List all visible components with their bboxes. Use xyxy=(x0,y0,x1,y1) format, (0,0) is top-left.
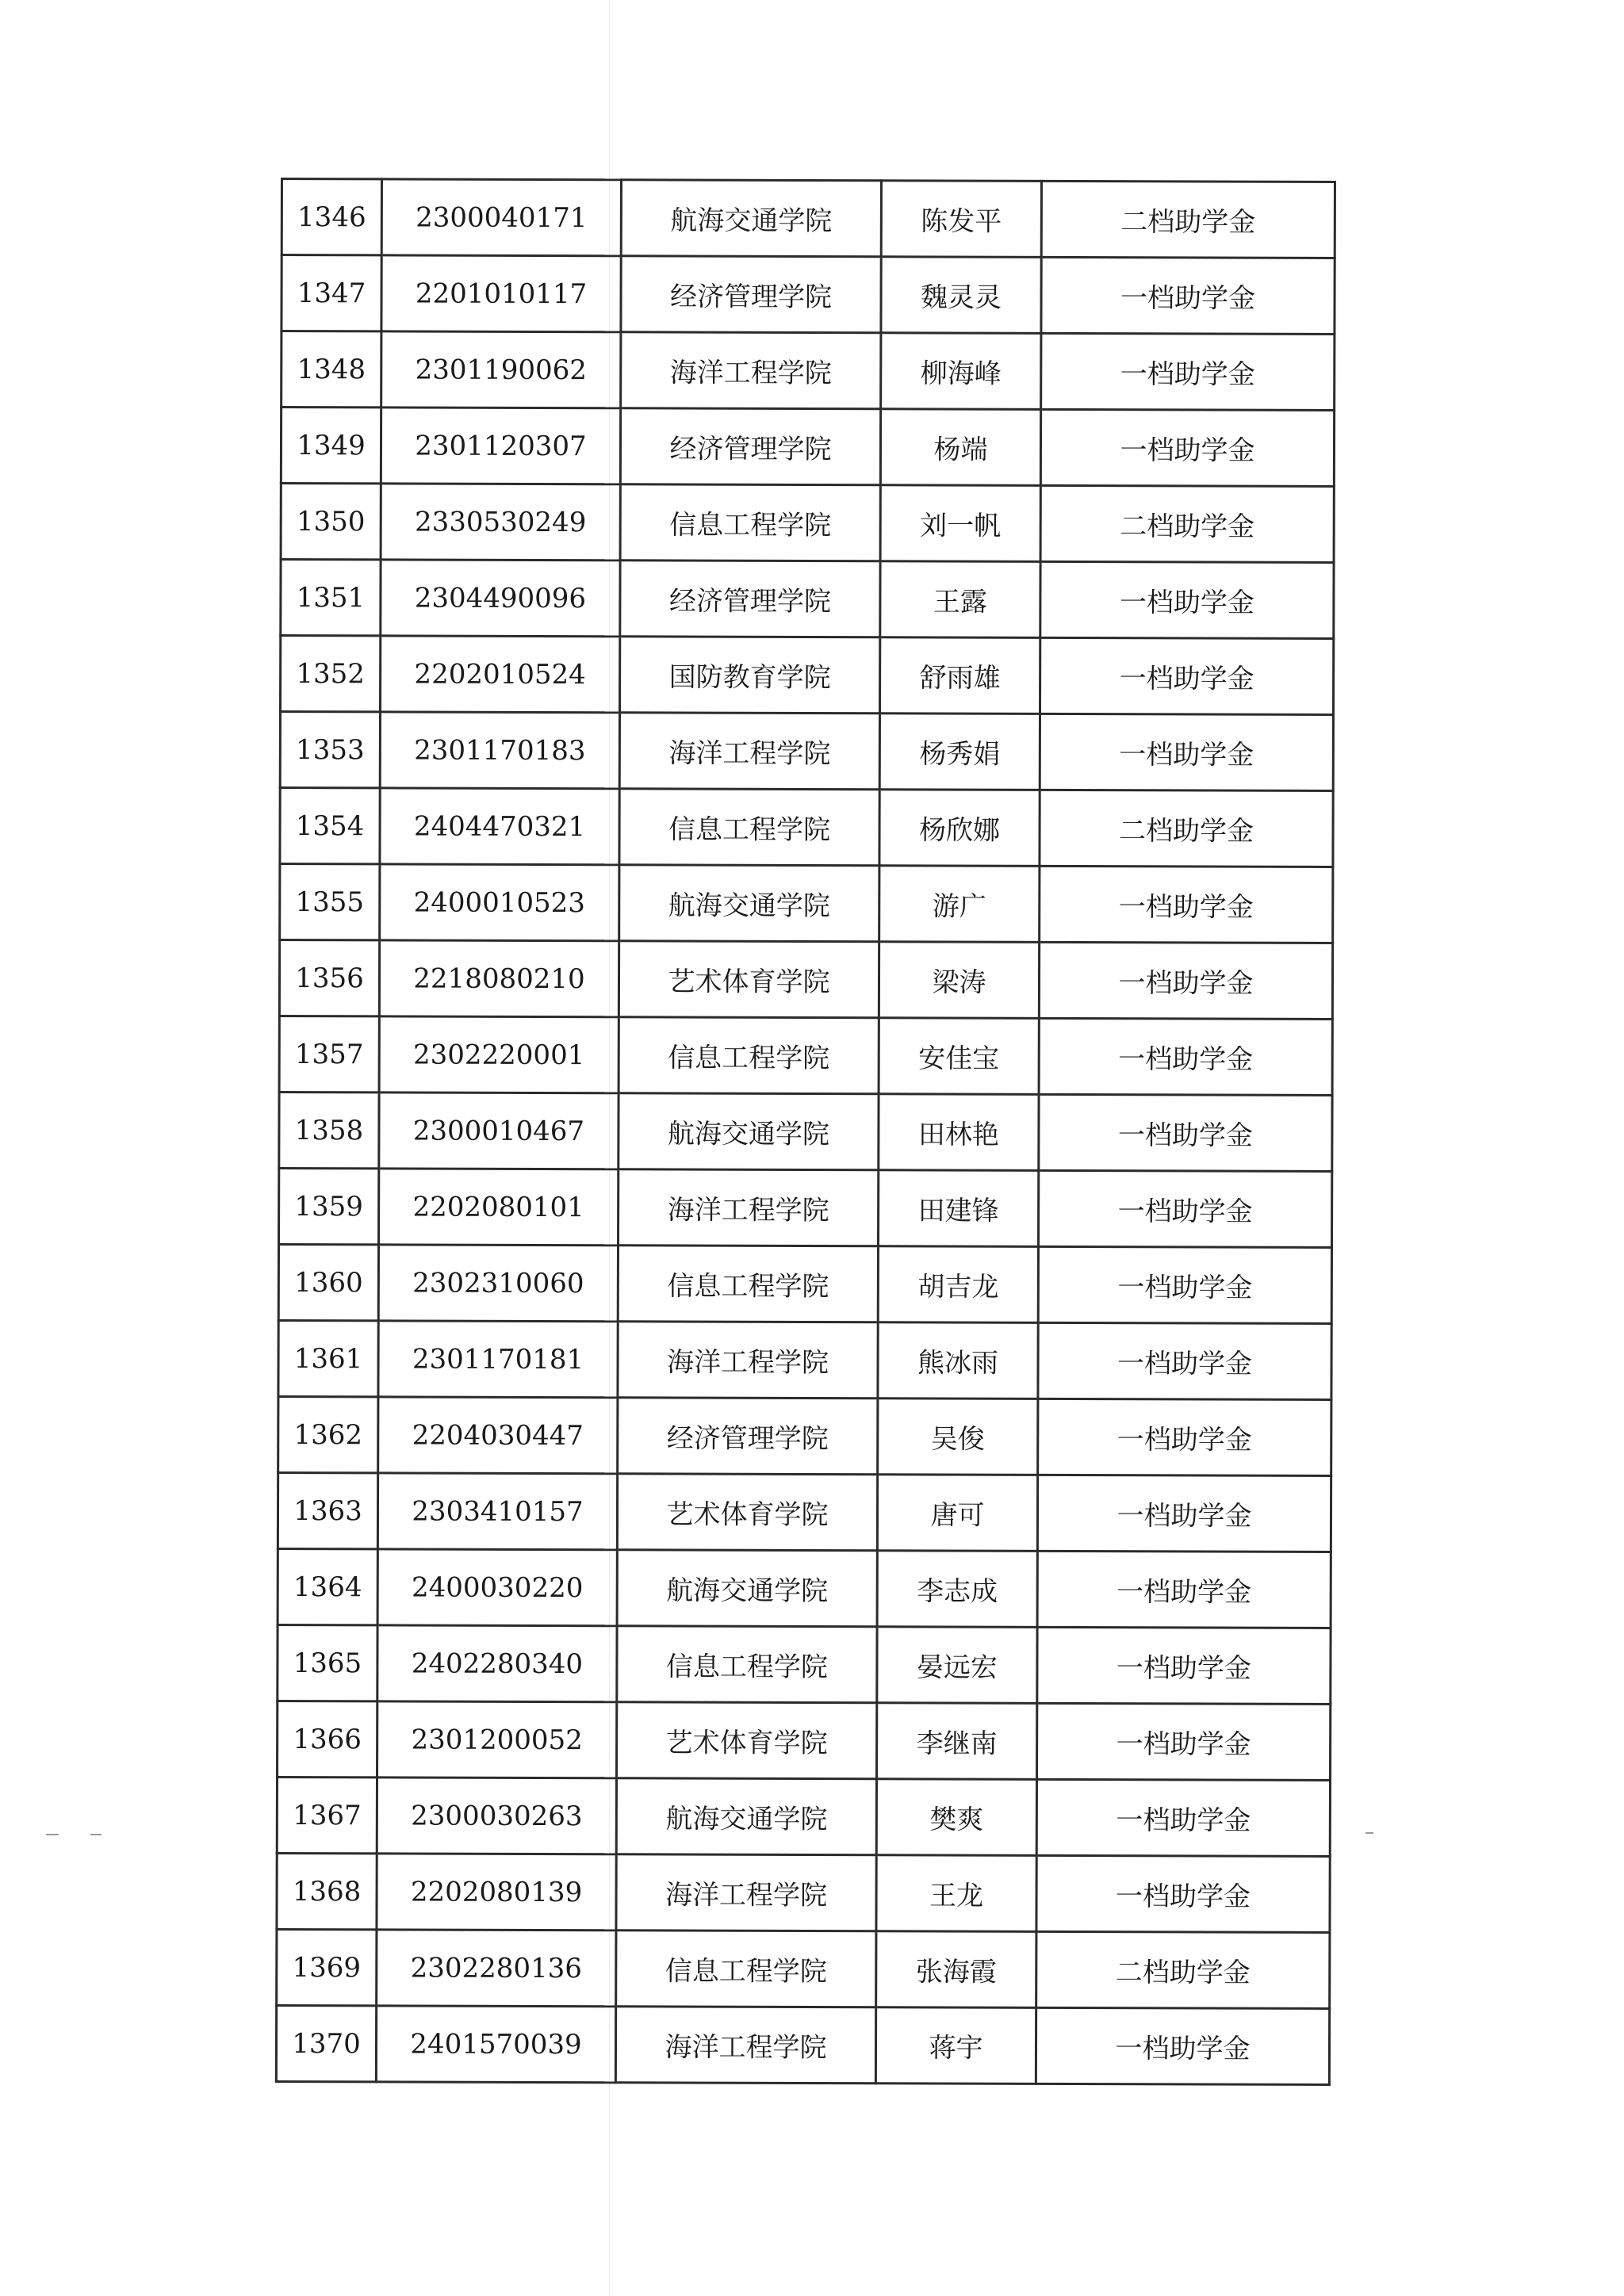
grant-level-cell: 一档助学金 xyxy=(1038,1322,1331,1399)
grant-level-cell: 一档助学金 xyxy=(1041,257,1335,334)
student-name-cell: 柳海峰 xyxy=(881,333,1041,410)
college-cell: 信息工程学院 xyxy=(619,1017,879,1094)
college-cell: 航海交通学院 xyxy=(619,865,879,942)
student-name-cell: 王露 xyxy=(880,561,1040,638)
table-row xyxy=(278,1320,1331,1399)
sequence-number-cell: 1350 xyxy=(281,484,381,560)
sequence-number-cell: 1370 xyxy=(276,2005,376,2081)
table-row xyxy=(279,1092,1332,1171)
college-cell: 艺术体育学院 xyxy=(619,941,879,1018)
table-row xyxy=(281,484,1334,563)
student-name-cell: 安佳宝 xyxy=(879,1018,1039,1095)
sequence-number-cell: 1362 xyxy=(278,1396,378,1472)
sequence-number-cell: 1353 xyxy=(280,712,380,788)
grant-level-cell: 一档助学金 xyxy=(1038,1399,1331,1475)
student-id-cell: 2301170181 xyxy=(378,1321,618,1398)
grant-level-cell: 二档助学金 xyxy=(1041,181,1335,258)
student-id-cell: 2401570039 xyxy=(376,2006,615,2083)
student-id-cell: 2302220001 xyxy=(379,1016,619,1093)
college-cell: 航海交通学院 xyxy=(621,180,881,257)
sequence-number-cell: 1368 xyxy=(277,1853,377,1929)
student-name-cell: 王龙 xyxy=(876,1855,1036,1932)
grant-level-cell: 一档助学金 xyxy=(1041,333,1335,410)
sequence-number-cell: 1357 xyxy=(279,1016,379,1092)
college-cell: 航海交通学院 xyxy=(617,1550,877,1627)
college-cell: 艺术体育学院 xyxy=(617,1474,877,1551)
grant-level-cell: 一档助学金 xyxy=(1039,1018,1332,1095)
grant-level-cell: 一档助学金 xyxy=(1039,942,1332,1019)
college-cell: 航海交通学院 xyxy=(616,1778,876,1855)
sequence-number-cell: 1367 xyxy=(277,1777,377,1853)
grant-level-cell: 一档助学金 xyxy=(1040,714,1333,790)
student-name-cell: 魏灵灵 xyxy=(881,257,1041,334)
table-row xyxy=(280,712,1333,791)
student-id-cell: 2301190062 xyxy=(381,331,621,408)
table-row xyxy=(277,1929,1330,2008)
college-cell: 信息工程学院 xyxy=(620,484,880,561)
table-row xyxy=(282,331,1335,411)
sequence-number-cell: 1348 xyxy=(282,331,381,408)
student-id-cell: 2202080139 xyxy=(377,1854,616,1931)
sequence-number-cell: 1351 xyxy=(281,560,381,636)
table-row xyxy=(281,560,1334,639)
student-name-cell: 吴俊 xyxy=(878,1399,1038,1475)
college-cell: 信息工程学院 xyxy=(617,1626,877,1703)
student-id-cell: 2302310060 xyxy=(378,1245,618,1322)
student-name-cell: 杨端 xyxy=(880,409,1040,486)
student-id-cell: 2300040171 xyxy=(381,179,621,256)
table-row xyxy=(282,179,1335,258)
grant-level-cell: 一档助学金 xyxy=(1039,1094,1332,1171)
student-id-cell: 2304490096 xyxy=(381,560,620,637)
student-id-cell: 2218080210 xyxy=(379,940,619,1017)
table-row xyxy=(278,1701,1331,1780)
grant-level-cell: 一档助学金 xyxy=(1037,1475,1331,1552)
student-id-cell: 2202010524 xyxy=(381,636,620,713)
student-id-cell: 2301170183 xyxy=(380,712,619,789)
grant-level-cell: 一档助学金 xyxy=(1040,637,1333,714)
table-row xyxy=(281,408,1334,487)
student-name-cell: 杨秀娟 xyxy=(879,714,1040,790)
sequence-number-cell: 1369 xyxy=(277,1929,377,2005)
sequence-number-cell: 1349 xyxy=(281,408,381,484)
student-id-cell: 2330530249 xyxy=(381,484,620,561)
table-row xyxy=(282,255,1335,335)
scan-mark-left xyxy=(90,1834,102,1835)
student-name-cell: 李志成 xyxy=(877,1551,1037,1628)
student-id-cell: 2404470321 xyxy=(380,788,619,865)
table-row xyxy=(277,1777,1330,1856)
college-cell: 经济管理学院 xyxy=(620,561,880,637)
table-row xyxy=(280,864,1333,943)
student-name-cell: 舒雨雄 xyxy=(879,637,1040,714)
student-name-cell: 熊冰雨 xyxy=(878,1322,1038,1399)
student-id-cell: 2300030263 xyxy=(377,1777,616,1854)
sequence-number-cell: 1360 xyxy=(278,1244,378,1320)
table-row xyxy=(278,1396,1331,1475)
college-cell: 经济管理学院 xyxy=(621,256,881,333)
sequence-number-cell: 1352 xyxy=(281,636,381,712)
student-name-cell: 唐可 xyxy=(877,1475,1037,1552)
college-cell: 信息工程学院 xyxy=(616,1931,876,2007)
grant-level-cell: 二档助学金 xyxy=(1036,1931,1330,2008)
college-cell: 经济管理学院 xyxy=(618,1398,878,1475)
sequence-number-cell: 1366 xyxy=(278,1701,377,1777)
sequence-number-cell: 1364 xyxy=(278,1548,377,1624)
grant-level-cell: 一档助学金 xyxy=(1040,409,1334,486)
sequence-number-cell: 1365 xyxy=(278,1624,377,1701)
college-cell: 艺术体育学院 xyxy=(617,1702,877,1779)
table-row xyxy=(279,1168,1332,1247)
student-name-cell: 田建锋 xyxy=(879,1170,1039,1247)
college-cell: 国防教育学院 xyxy=(619,637,879,714)
grant-level-cell: 一档助学金 xyxy=(1036,2007,1329,2084)
student-name-cell: 蒋宇 xyxy=(875,2007,1036,2084)
sequence-number-cell: 1356 xyxy=(279,940,379,1016)
table-row xyxy=(279,940,1332,1020)
table-row xyxy=(278,1624,1331,1704)
college-cell: 信息工程学院 xyxy=(619,789,879,866)
student-name-cell: 张海霞 xyxy=(876,1931,1036,2008)
student-name-cell: 胡吉龙 xyxy=(878,1246,1038,1323)
table-row xyxy=(279,1016,1332,1095)
sequence-number-cell: 1359 xyxy=(279,1168,379,1244)
grant-level-cell: 一档助学金 xyxy=(1037,1551,1331,1628)
sequence-number-cell: 1355 xyxy=(280,864,380,940)
college-cell: 海洋工程学院 xyxy=(621,332,881,409)
college-cell: 海洋工程学院 xyxy=(615,2007,875,2084)
grant-level-cell: 一档助学金 xyxy=(1036,1855,1330,1932)
table-row xyxy=(278,1244,1331,1323)
student-id-cell: 2300010467 xyxy=(379,1093,619,1169)
grant-level-cell: 一档助学金 xyxy=(1040,561,1334,638)
student-id-cell: 2400010523 xyxy=(380,864,619,941)
sequence-number-cell: 1346 xyxy=(282,179,381,255)
table-row xyxy=(278,1472,1331,1552)
scan-mark-left xyxy=(46,1834,59,1835)
student-name-cell: 刘一帆 xyxy=(880,485,1040,562)
student-id-cell: 2202080101 xyxy=(379,1169,619,1246)
table-row xyxy=(281,636,1334,715)
student-name-cell: 樊爽 xyxy=(876,1779,1036,1856)
student-name-cell: 杨欣娜 xyxy=(879,790,1040,867)
student-id-cell: 2301200052 xyxy=(377,1701,617,1778)
sequence-number-cell: 1361 xyxy=(278,1320,378,1396)
table-body xyxy=(276,179,1335,2085)
table-row xyxy=(280,788,1333,867)
grant-level-cell: 二档助学金 xyxy=(1040,485,1334,562)
grant-level-cell: 一档助学金 xyxy=(1037,1703,1331,1780)
table-row xyxy=(277,1853,1330,1932)
student-name-cell: 陈发平 xyxy=(881,181,1041,258)
student-id-cell: 2303410157 xyxy=(377,1473,617,1550)
sequence-number-cell: 1347 xyxy=(282,255,381,331)
student-id-cell: 2400030220 xyxy=(377,1549,617,1626)
college-cell: 经济管理学院 xyxy=(620,408,880,485)
student-name-cell: 梁涛 xyxy=(879,942,1039,1019)
student-name-cell: 游广 xyxy=(879,866,1040,943)
college-cell: 航海交通学院 xyxy=(619,1093,879,1170)
student-id-cell: 2301120307 xyxy=(381,408,620,484)
college-cell: 海洋工程学院 xyxy=(619,713,879,790)
table-row xyxy=(276,2005,1329,2084)
grant-level-cell: 一档助学金 xyxy=(1038,1246,1331,1323)
table-row xyxy=(278,1548,1331,1628)
student-name-cell: 晏远宏 xyxy=(877,1627,1037,1704)
grant-level-cell: 一档助学金 xyxy=(1039,1170,1332,1247)
student-id-cell: 2204030447 xyxy=(378,1397,618,1474)
grant-level-cell: 一档助学金 xyxy=(1036,1779,1330,1856)
sequence-number-cell: 1358 xyxy=(279,1092,379,1168)
scan-mark-right xyxy=(1365,1832,1373,1834)
sequence-number-cell: 1354 xyxy=(280,788,380,864)
college-cell: 海洋工程学院 xyxy=(616,1854,876,1931)
grant-level-cell: 一档助学金 xyxy=(1037,1627,1331,1704)
student-id-cell: 2302280136 xyxy=(377,1930,616,2007)
student-id-cell: 2201010117 xyxy=(381,255,621,332)
grant-recipient-table xyxy=(275,178,1336,2086)
student-id-cell: 2402280340 xyxy=(377,1625,617,1702)
college-cell: 信息工程学院 xyxy=(618,1246,878,1322)
student-name-cell: 李继南 xyxy=(877,1703,1037,1780)
sequence-number-cell: 1363 xyxy=(278,1472,377,1548)
college-cell: 海洋工程学院 xyxy=(619,1169,879,1246)
college-cell: 海洋工程学院 xyxy=(618,1322,878,1399)
grant-level-cell: 一档助学金 xyxy=(1040,866,1333,943)
student-name-cell: 田林艳 xyxy=(879,1094,1039,1171)
grant-level-cell: 二档助学金 xyxy=(1040,790,1333,867)
